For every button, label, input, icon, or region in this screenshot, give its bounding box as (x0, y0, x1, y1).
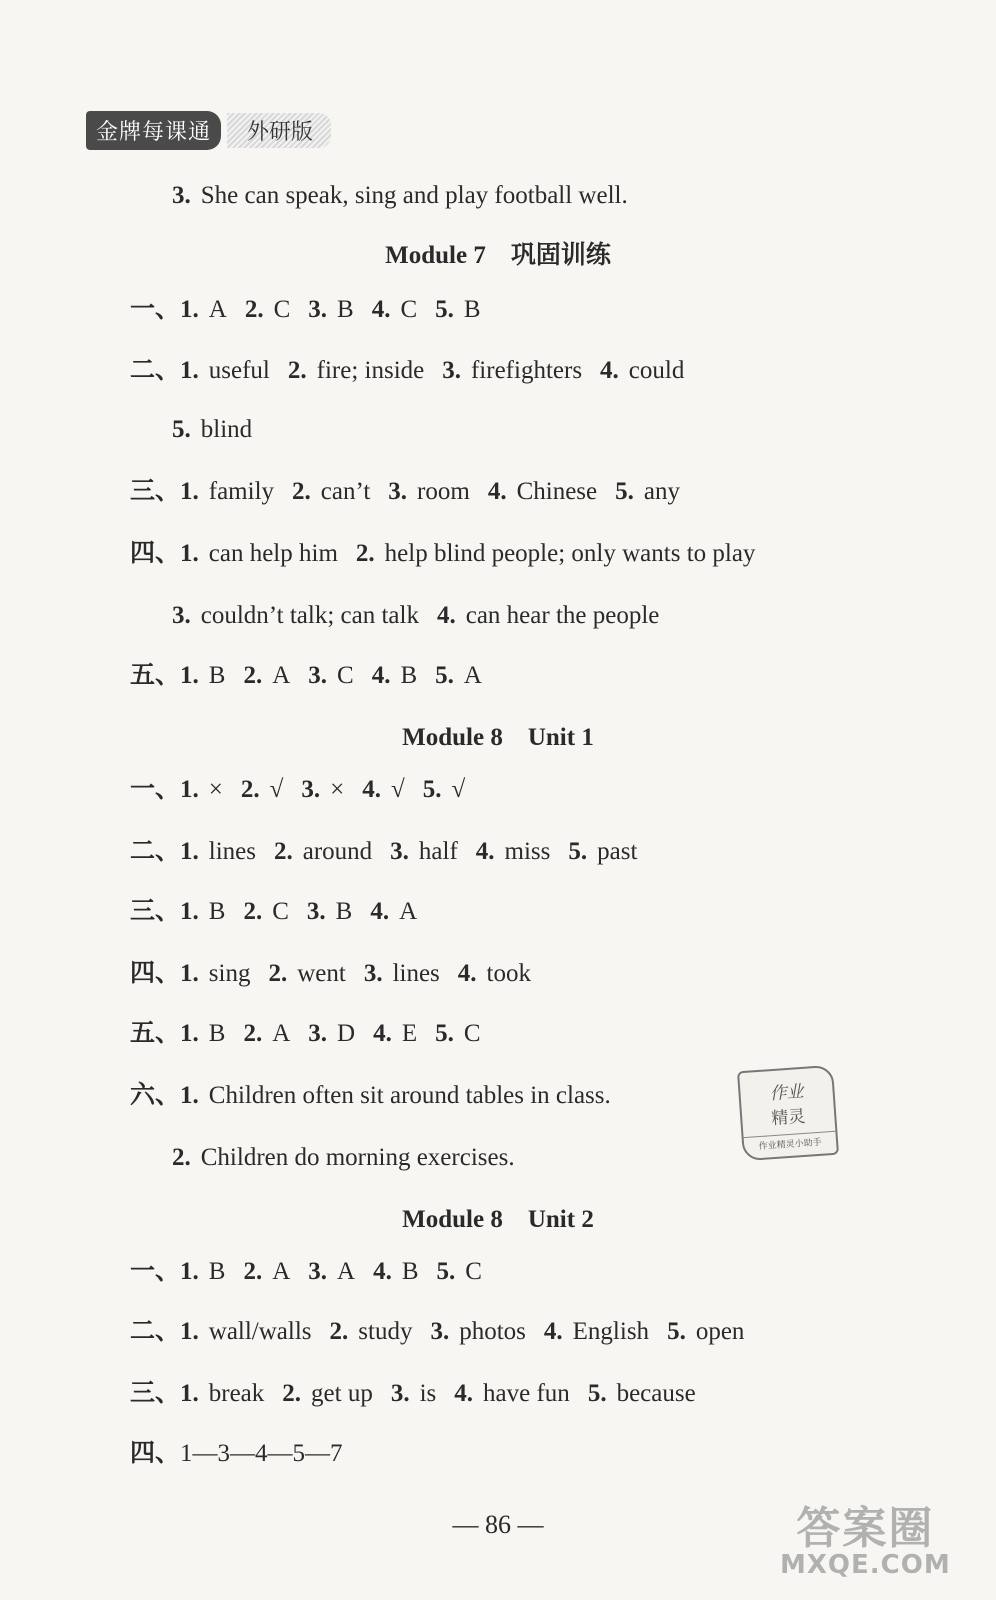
item-answer: open (695, 1318, 745, 1345)
watermark-line-1: 答案圈 (796, 1503, 935, 1554)
answer-line (130, 832, 996, 872)
item-answer: can’t (320, 478, 371, 505)
item-number: 2. (282, 1380, 302, 1407)
item-answer: A (399, 898, 418, 925)
answer-line (130, 290, 996, 330)
item-number: 2. (287, 357, 307, 384)
item-answer: around (302, 838, 373, 865)
item-answer: went (297, 960, 346, 987)
item-number: 3. (301, 776, 321, 803)
item-answer: × (208, 776, 223, 803)
item-number: 3. (308, 662, 328, 689)
item-answer: B (401, 1258, 419, 1285)
watermark-line-2: MXQE.COM (780, 1550, 951, 1580)
question-section-number: 四、 (130, 540, 181, 567)
question-section-number: 一、 (130, 1258, 181, 1285)
item-answer: firefighters (470, 357, 583, 384)
item-answer: B (208, 1020, 226, 1047)
item-answer: × (330, 776, 345, 803)
homework-helper-stamp (737, 1065, 839, 1161)
item-answer: English (572, 1318, 650, 1345)
item-answer: half (418, 838, 458, 865)
item-number: 1. (180, 776, 199, 803)
item-number: 3. (172, 182, 191, 209)
item-number: 5. (667, 1318, 686, 1345)
answer-line (130, 1076, 996, 1116)
item-answer: B (208, 1258, 226, 1285)
answer-line (130, 770, 996, 810)
item-answer: √ (390, 776, 405, 803)
item-answer: Children often sit around tables in class. (208, 1082, 611, 1109)
item-number: 2. (243, 898, 263, 925)
item-number: 2. (243, 1020, 263, 1047)
item-answer: study (358, 1318, 413, 1345)
item-number: 3. (308, 296, 328, 323)
question-section-number: 三、 (130, 478, 181, 505)
item-answer: C (337, 662, 354, 689)
item-answer: B (463, 296, 481, 323)
item-answer: C (400, 296, 418, 323)
item-answer: break (208, 1380, 265, 1407)
item-number: 4. (371, 296, 391, 323)
item-number: 1. (180, 960, 199, 987)
answer-line (172, 596, 996, 636)
item-answer: C (465, 1258, 482, 1285)
item-number: 5. (435, 296, 454, 323)
brand-label: 金牌每课通 (86, 111, 221, 150)
item-answer: miss (504, 838, 551, 865)
item-answer: B (335, 898, 353, 925)
item-answer: can hear the people (465, 602, 660, 629)
item-answer: A (272, 662, 291, 689)
item-number: 1. (180, 838, 199, 865)
item-number: 5. (615, 478, 634, 505)
item-number: 3. (388, 478, 408, 505)
answer-line (130, 892, 996, 932)
item-answer: is (419, 1380, 437, 1407)
stamp-line-3: 作业精灵小助手 (744, 1131, 837, 1153)
item-answer: B (400, 662, 418, 689)
item-number: 4. (543, 1318, 563, 1345)
answer-line (130, 351, 996, 391)
item-answer: could (628, 357, 685, 384)
answer-line (130, 954, 996, 994)
item-number: 3. (308, 1020, 328, 1047)
item-answer: wall/walls (208, 1318, 312, 1345)
answer-line (172, 1138, 996, 1178)
item-number: 4. (371, 662, 391, 689)
answer-line (172, 410, 996, 450)
item-number: 2. (268, 960, 288, 987)
item-number: 3. (390, 838, 409, 865)
item-number: 3. (430, 1318, 450, 1345)
item-number: 4. (487, 478, 507, 505)
item-number: 1. (180, 540, 199, 567)
item-number: 1. (180, 357, 199, 384)
item-number: 1. (180, 1258, 199, 1285)
question-section-number: 二、 (130, 838, 181, 865)
item-answer: get up (311, 1380, 373, 1407)
answer-line (130, 656, 996, 696)
item-number: 3. (363, 960, 383, 987)
item-answer: can help him (208, 540, 338, 567)
item-answer: have fun (483, 1380, 570, 1407)
item-answer: √ (269, 776, 284, 803)
item-number: 2. (273, 838, 293, 865)
item-number: 4. (454, 1380, 474, 1407)
item-answer: blind (200, 416, 253, 443)
item-answer: √ (451, 776, 466, 803)
answer-line (130, 1312, 996, 1352)
item-number: 1. (180, 1082, 199, 1109)
item-number: 2. (243, 662, 263, 689)
question-section-number: 五、 (130, 662, 181, 689)
item-number: 2. (172, 1144, 191, 1171)
section-heading: Module 7 巩固训练 (385, 242, 611, 269)
item-number: 5. (435, 1020, 454, 1047)
item-number: 3. (308, 1258, 328, 1285)
item-answer: B (208, 898, 226, 925)
item-number: 3. (442, 357, 461, 384)
item-answer: D (337, 1020, 356, 1047)
question-section-number: 四、 (130, 1440, 181, 1467)
item-answer: A (208, 296, 227, 323)
item-number: 4. (600, 357, 619, 384)
item-answer: C (273, 296, 291, 323)
item-number: 5. (435, 662, 454, 689)
answer-line (130, 472, 996, 512)
item-answer: family (208, 478, 275, 505)
item-number: 1. (180, 898, 199, 925)
item-number: 1. (180, 478, 199, 505)
answer-line (130, 1434, 996, 1474)
section-heading: Module 8 Unit 1 (402, 724, 594, 751)
item-answer: fire; inside (316, 357, 425, 384)
answer-line (130, 1014, 996, 1054)
item-number: 3. (306, 898, 326, 925)
item-answer: A (272, 1258, 291, 1285)
item-answer: B (337, 296, 354, 323)
answer-line (130, 534, 996, 574)
item-answer: Chinese (516, 478, 598, 505)
item-answer: A (272, 1020, 291, 1047)
question-section-number: 一、 (130, 776, 181, 803)
item-number: 1. (180, 662, 199, 689)
item-answer: B (208, 662, 226, 689)
item-number: 2. (243, 1258, 263, 1285)
item-number: 5. (436, 1258, 456, 1285)
item-answer: C (272, 898, 289, 925)
page-number: — 86 — (452, 1510, 544, 1539)
item-number: 3. (172, 602, 191, 629)
item-number: 4. (370, 898, 390, 925)
item-number: 4. (373, 1020, 392, 1047)
item-answer: took (486, 960, 531, 987)
question-section-number: 二、 (130, 357, 181, 384)
answer-line (130, 1374, 996, 1414)
section-heading: Module 8 Unit 2 (402, 1206, 594, 1233)
item-answer: lines (392, 960, 440, 987)
question-section-number: 四、 (130, 960, 181, 987)
item-number: 4. (362, 776, 381, 803)
item-answer: C (463, 1020, 481, 1047)
item-number: 5. (568, 838, 588, 865)
item-answer: lines (208, 838, 256, 865)
edition-label: 外研版 (227, 113, 331, 148)
question-section-number: 二、 (130, 1318, 181, 1345)
item-answer: useful (208, 357, 270, 384)
item-number: 4. (475, 838, 495, 865)
item-answer: E (401, 1020, 418, 1047)
item-number: 2. (240, 776, 260, 803)
item-answer: room (417, 478, 470, 505)
item-number: 4. (373, 1258, 392, 1285)
item-answer: help blind people; only wants to play (384, 540, 756, 567)
item-number: 1. (180, 1020, 199, 1047)
item-answer: sing (208, 960, 251, 987)
item-number: 5. (422, 776, 442, 803)
item-number: 3. (390, 1380, 410, 1407)
item-answer: A (463, 662, 482, 689)
item-number: 5. (172, 416, 191, 443)
site-watermark (780, 1492, 951, 1580)
item-answer: Children do morning exercises. (200, 1144, 515, 1171)
item-number: 5. (587, 1380, 607, 1407)
item-answer: past (597, 838, 638, 865)
item-answer: any (643, 478, 680, 505)
item-answer: because (616, 1380, 696, 1407)
item-number: 2. (355, 540, 375, 567)
item-answer: A (337, 1258, 356, 1285)
item-answer: couldn’t talk; can talk (200, 602, 419, 629)
item-number: 2. (329, 1318, 349, 1345)
question-section-number: 三、 (130, 898, 181, 925)
item-number: 4. (457, 960, 477, 987)
stamp-line-2: 精灵 (770, 1106, 807, 1130)
item-number: 4. (436, 602, 456, 629)
item-number: 1. (180, 1318, 199, 1345)
answer-line (130, 1252, 996, 1292)
answer-text: 1—3—4—5—7 (180, 1440, 343, 1467)
item-answer: She can speak, sing and play football well. (200, 182, 628, 209)
item-answer: photos (459, 1318, 526, 1345)
question-section-number: 六、 (130, 1082, 181, 1109)
book-header (86, 110, 331, 150)
item-number: 2. (292, 478, 311, 505)
item-number: 1. (180, 1380, 199, 1407)
answer-line (172, 176, 996, 216)
question-section-number: 一、 (130, 296, 181, 323)
question-section-number: 五、 (130, 1020, 181, 1047)
question-section-number: 三、 (130, 1380, 181, 1407)
stamp-line-1: 作业 (768, 1081, 805, 1105)
item-number: 2. (244, 296, 264, 323)
item-number: 1. (180, 296, 199, 323)
